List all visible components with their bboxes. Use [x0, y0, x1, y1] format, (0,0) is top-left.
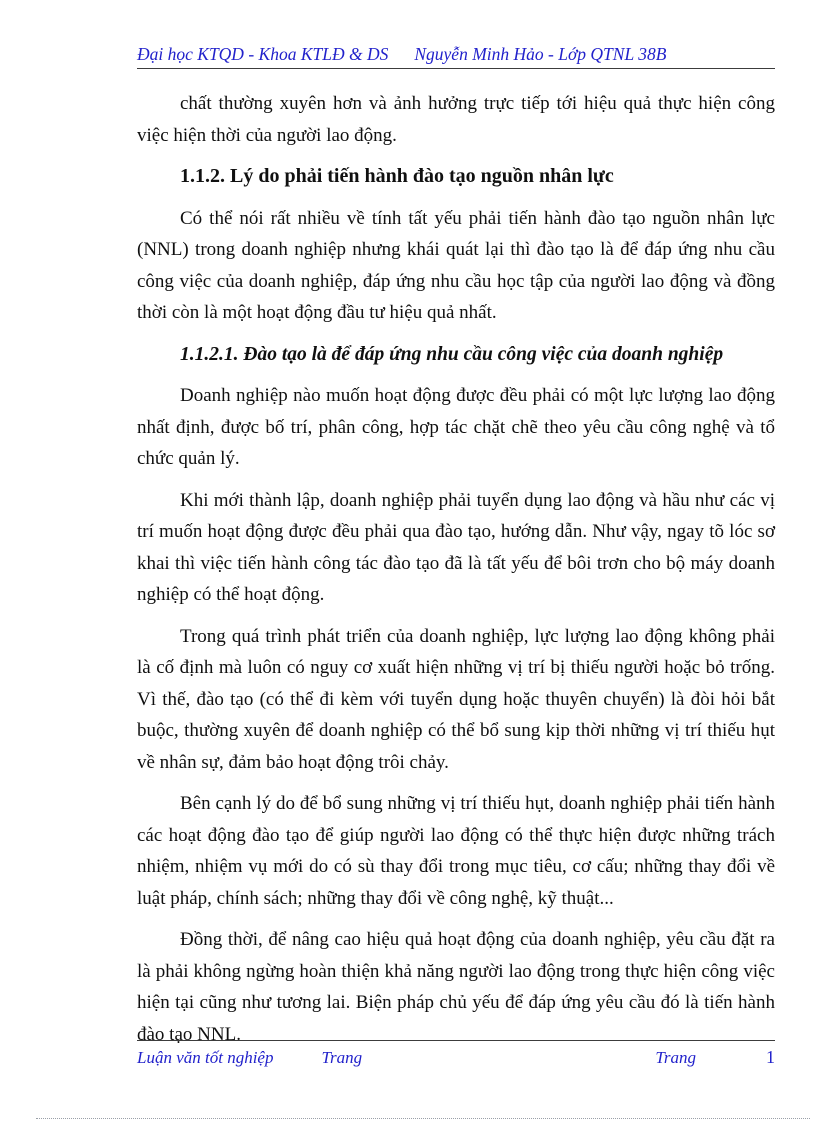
document-body	[137, 88, 775, 1060]
page-footer	[137, 1040, 775, 1068]
page-boundary-dotted-line	[36, 1118, 810, 1119]
footer-page-label-left: Trang	[321, 1048, 363, 1067]
footer-page-number: 1	[766, 1047, 775, 1067]
paragraph-supplement-positions: Bên cạnh lý do để bổ sung những vị trí thiếu hụt, doanh nghiệp phải tiến hành các hoạt động đào tạo để giúp người lao động có thể thực hiện được những trách nhiệm, nhiệm vụ mới do có sù thay đổi trong mục tiêu, cơ cấu; những thay đổi về luật pháp, chính sách; những thay đổi về công nghệ, kỹ thuật...	[137, 793, 775, 909]
footer-doc-title: Luận văn tốt nghiệp	[137, 1048, 274, 1067]
paragraph-startup-training: Khi mới thành lập, doanh nghiệp phải tuyển dụng lao động và hầu như các vị trí muốn hoạt động được đều phải qua đào tạo, hướng dẫn. Như vậy, ngay tõ lóc sơ khai thì việc tiến hành công tác đào tạo đã là tất yếu để bôi trơn cho bộ máy doanh nghiệp có thể hoạt động.	[137, 489, 775, 605]
header-university-info: Đại học KTQD - Khoa KTLĐ & DS	[137, 44, 389, 64]
subsection-heading-1-1-2-1: 1.1.2.1. Đào tạo là để đáp ứng nhu cầu công việc của doanh nghiệp	[180, 343, 724, 365]
paragraph-growth-vacancies: Trong quá trình phát triển của doanh nghiệp, lực lượng lao động không phải là cố định mà luôn có nguy cơ xuất hiện những vị trí bị thiếu người hoặc bỏ trống. Vì thế, đào tạo (có thể đi kèm với tuyển dụng hoặc thuyên chuyển) là đòi hỏi bắt buộc, thường xuyên để doanh nghiệp có thể bổ sung kịp thời những vị trí thiếu hụt về nhân sự, đảm bảo hoạt động trôi chảy.	[137, 625, 775, 773]
header-author-info: Nguyễn Minh Hảo - Lớp QTNL 38B	[414, 44, 667, 64]
paragraph-workforce-requirement: Doanh nghiệp nào muốn hoạt động được đều phải có một lực lượng lao động nhất định, được bố trí, phân công, hợp tác chặt chẽ theo yêu cầu công nghệ và tổ chức quản lý.	[137, 385, 775, 469]
page-header	[137, 44, 775, 69]
section-heading-1-1-2: 1.1.2. Lý do phải tiến hành đào tạo nguồn nhân lực	[180, 165, 614, 187]
footer-page-label-right: Trang	[655, 1048, 696, 1067]
footer-right-group	[655, 1047, 775, 1068]
paragraph-intro-continuation: chất thường xuyên hơn và ảnh hưởng trực tiếp tới hiệu quả thực hiện công việc hiện thời của người lao động.	[137, 93, 775, 146]
footer-left-group	[137, 1048, 362, 1068]
paragraph-training-overview: Có thể nói rất nhiều về tính tất yếu phải tiến hành đào tạo nguồn nhân lực (NNL) trong doanh nghiệp nhưng khái quát lại thì đào tạo là để đáp ứng nhu cầu công việc của doanh nghiệp, đáp ứng nhu cầu học tập của người lao động và đồng thời còn là một hoạt động đầu tư hiệu quả nhất.	[137, 207, 775, 323]
paragraph-improve-efficiency: Đồng thời, để nâng cao hiệu quả hoạt động của doanh nghiệp, yêu cầu đặt ra là phải không ngừng hoàn thiện khả năng người lao động trong thực hiện công việc hiện tại cũng như tương lai. Biện pháp chủ yếu để đáp ứng yêu cầu đó là tiến hành đào tạo NNL.	[137, 929, 775, 1045]
